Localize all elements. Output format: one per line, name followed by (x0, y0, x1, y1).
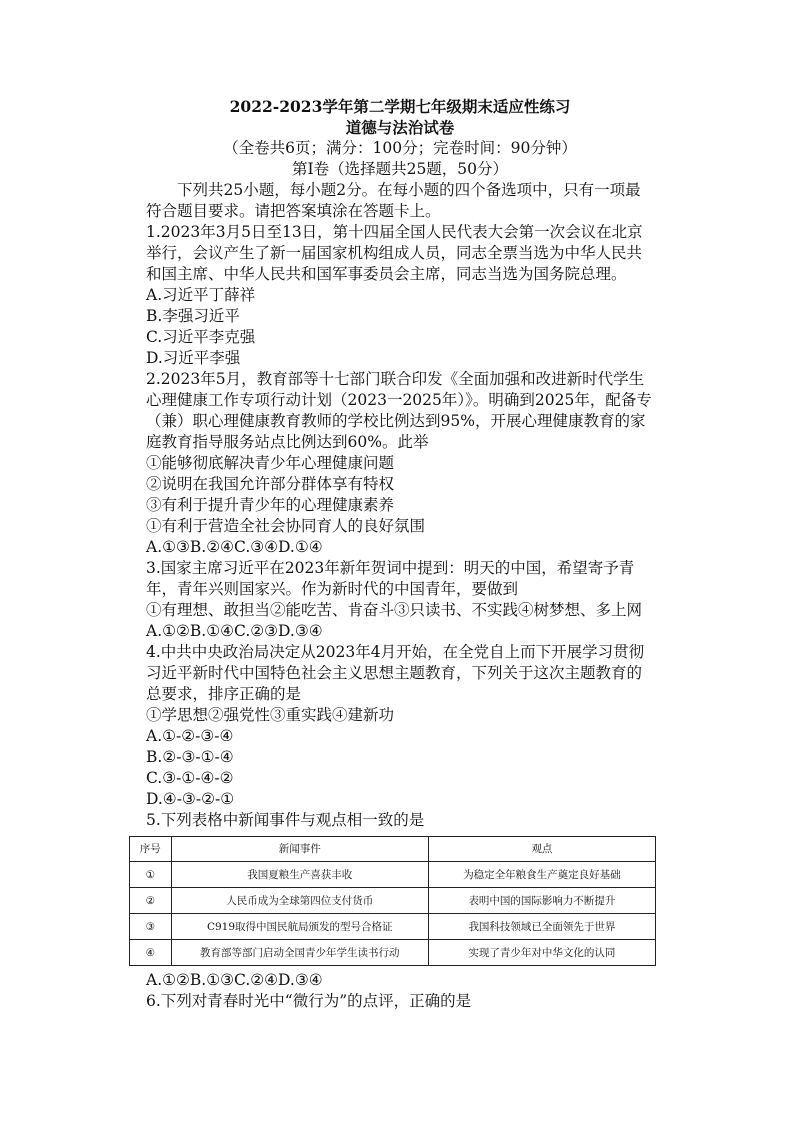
option-a: A.习近平丁薛祥 (146, 286, 256, 304)
row-no: ④ (130, 940, 172, 966)
statement-3: ③有利于提升青少年的心理健康素养 (146, 496, 395, 514)
statement-2: ②说明在我国允许部分群体享有特权 (146, 475, 395, 493)
table-row (130, 888, 656, 914)
section-heading: 第Ⅰ卷（选择题共25题，50分） (291, 160, 509, 178)
question-5 (139, 810, 654, 991)
row-view: 为稳定全年粮食生产奠定良好基础 (428, 862, 655, 888)
row-event: C919取得中国民航局颁发的型号合格证 (171, 914, 428, 940)
question-6 (146, 991, 654, 1012)
row-no: ① (130, 862, 172, 888)
option-c: C.习近平李克强 (146, 328, 256, 346)
statement-4: ①有利于营造全社会协同育人的良好氛围 (146, 517, 426, 535)
table-row (130, 914, 656, 940)
question-4 (146, 642, 654, 810)
statements: ①有理想、敢担当②能吃苦、肯奋斗③只读书、不实践④树梦想、多上网 (146, 601, 643, 619)
option-d: D.习近平李强 (146, 349, 241, 367)
question-stem: 4.中共中央政治局决定从2023年4月开始，在全党自上而下开展学习贯彻习近平新时代中国特色社会主义思想主题教育，下列关于这次主题教育的总要求，排序正确的是 (146, 643, 645, 703)
question-stem: 6.下列对青春时光中“微行为”的点评，正确的是 (146, 992, 472, 1010)
row-no: ③ (130, 914, 172, 940)
question-3 (146, 558, 654, 642)
option-a: A.①-②-③-④ (146, 727, 234, 745)
statement-1: ①能够彻底解决青少年心理健康问题 (146, 454, 395, 472)
question-1 (146, 222, 654, 369)
statements: ①学思想②强党性③重实践④建新功 (146, 706, 395, 724)
row-view: 表明中国的国际影响力不断提升 (428, 888, 655, 914)
exam-info: （全卷共6页；满分：100分；完卷时间：90分钟） (223, 139, 577, 157)
answer-options: A.①③B.②④C.③④D.①④ (146, 538, 323, 556)
header-view: 观点 (428, 837, 655, 862)
header-no: 序号 (130, 837, 172, 862)
header-event: 新闻事件 (171, 837, 428, 862)
row-event: 我国夏粮生产喜获丰收 (171, 862, 428, 888)
table-row (130, 862, 656, 888)
row-event: 教育部等部门启动全国青少年学生读书行动 (171, 940, 428, 966)
option-b: B.李强习近平 (146, 307, 240, 325)
question-2 (146, 369, 654, 558)
instruction-text: 下列共25小题，每小题2分。在每小题的四个备选项中，只有一项最符合题目要求。请把答案填涂在答题卡上。 (146, 181, 641, 220)
exam-content (139, 96, 654, 1012)
option-b: B.②-③-①-④ (146, 748, 234, 766)
exam-title: 2022-2023学年第二学期七年级期末适应性练习 (229, 97, 571, 116)
option-d: D.④-③-②-① (146, 790, 235, 808)
option-c: C.③-①-④-② (146, 769, 234, 787)
news-table (129, 836, 656, 966)
exam-subtitle: 道德与法治试卷 (345, 118, 455, 137)
answer-options: A.①②B.①④C.②③D.③④ (146, 622, 323, 640)
table-header-row (130, 837, 656, 862)
table-row (130, 940, 656, 966)
answer-options: A.①②B.①③C.②④D.③④ (146, 971, 323, 989)
question-stem: 3.国家主席习近平在2023年新年贺词中提到：明天的中国，希望寄予青年，青年兴则国家兴。作为新时代的中国青年，要做到 (146, 559, 635, 598)
row-no: ② (130, 888, 172, 914)
question-stem: 1.2023年3月5日至13日，第十四届全国人民代表大会第一次会议在北京举行，会议产生了新一届国家机构组成人员，同志全票当选为中华人民共和国主席、中华人民共和国军事委员会主席，同志当选为国务院总理。 (146, 223, 643, 283)
question-stem: 5.下列表格中新闻事件与观点相一致的是 (146, 811, 425, 829)
question-stem: 2.2023年5月，教育部等十七部门联合印发《全面加强和改进新时代学生心理健康工作专项行动计划（2023一2025年）》。明确到2025年，配备专（兼）职心理健康教育教师的学校比例达到95%，开展心理健康教育的家庭教育指导服务站点比例达到60%。此举 (146, 370, 652, 451)
row-event: 人民币成为全球第四位支付货币 (171, 888, 428, 914)
row-view: 实现了青少年对中华文化的认同 (428, 940, 655, 966)
row-view: 我国科技领域已全面领先于世界 (428, 914, 655, 940)
